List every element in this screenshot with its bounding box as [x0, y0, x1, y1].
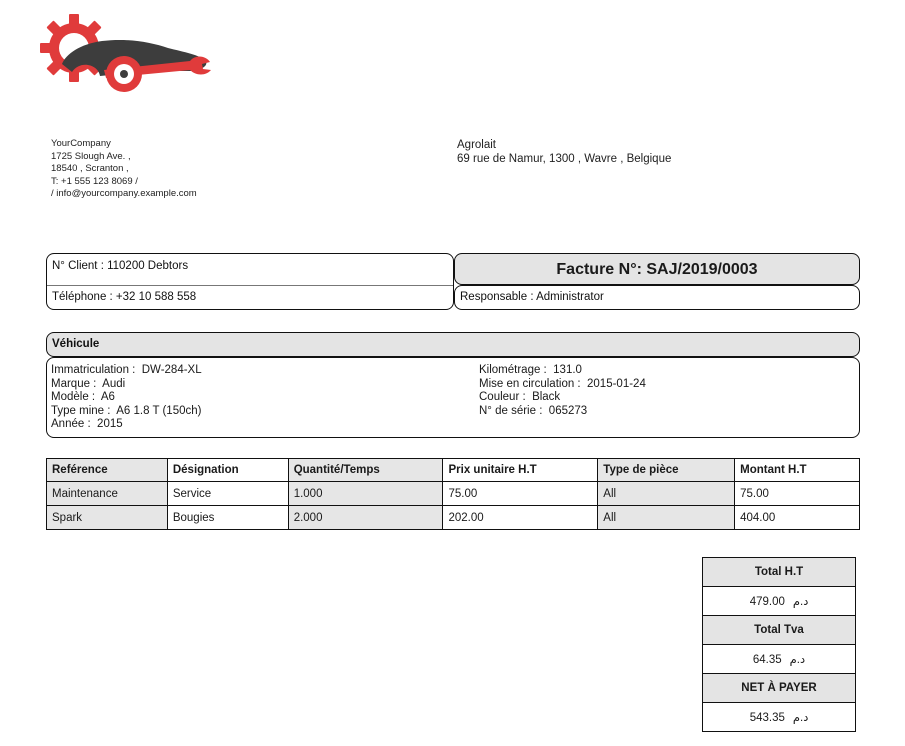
vehicle-brand-row [51, 378, 202, 392]
registration-date-value: 2015-01-24 [587, 377, 646, 390]
total-tva-amount: 64.35 [752, 654, 782, 666]
column-header-quantity: Quantité/Temps [288, 459, 443, 482]
client-phone: Téléphone : +32 10 588 558 [52, 291, 197, 303]
vehicle-model-row [51, 391, 202, 405]
currency-symbol: د.م [792, 712, 809, 724]
invoice-lines-table [46, 458, 860, 530]
vehicle-right-column [479, 364, 646, 418]
table-header-row [47, 459, 860, 482]
cell-reference: Spark [47, 506, 168, 530]
type-label: Type mine : [51, 404, 111, 417]
total-tva-label: Total Tva [703, 616, 856, 645]
vehicle-left-column [51, 364, 202, 432]
cell-amount: 404.00 [735, 506, 860, 530]
cell-part-type: All [598, 482, 735, 506]
responsible-label: Responsable : Administrator [460, 291, 604, 303]
company-email: / info@yourcompany.example.com [51, 188, 197, 200]
partner-street: 69 rue de Namur, 1300 , Wavre , Belgique [457, 153, 672, 165]
cell-designation: Bougies [167, 506, 288, 530]
currency-symbol: د.م [789, 654, 806, 666]
color-label: Couleur : [479, 391, 526, 404]
total-tva-value [703, 645, 856, 674]
total-ht-label: Total H.T [703, 558, 856, 587]
vehicle-color-row [479, 391, 646, 405]
invoice-title: Facture N°: SAJ/2019/0003 [556, 261, 758, 278]
company-name: YourCompany [51, 138, 111, 149]
mileage-label: Kilométrage : [479, 364, 547, 376]
client-number: N° Client : 110200 Debtors [52, 260, 189, 272]
net-to-pay-label: NET À PAYER [703, 674, 856, 703]
cell-reference: Maintenance [47, 482, 168, 506]
vehicle-heading: Véhicule [52, 338, 100, 350]
table-row [47, 506, 860, 530]
partner-name: Agrolait [457, 139, 496, 151]
column-header-unit-price: Prix unitaire H.T [443, 459, 598, 482]
vehicle-header [46, 332, 860, 357]
brand-label: Marque : [51, 377, 97, 390]
cell-unit-price: 75.00 [443, 482, 598, 506]
client-info-box [46, 253, 454, 310]
totals-table [702, 557, 856, 732]
serial-value: 065273 [548, 404, 588, 417]
vehicle-details-box [46, 357, 860, 438]
table-row [47, 482, 860, 506]
brand-value: Audi [102, 377, 126, 390]
cell-designation: Service [167, 482, 288, 506]
model-value: A6 [100, 391, 115, 404]
vehicle-registration-date-row [479, 378, 646, 392]
vehicle-mileage-row [479, 364, 646, 378]
vehicle-plate-row [51, 364, 202, 378]
color-value: Black [532, 391, 561, 404]
plate-value: DW-284-XL [141, 364, 202, 376]
total-ht-value [703, 587, 856, 616]
cell-quantity: 1.000 [288, 482, 443, 506]
company-city: 18540 , Scranton , [51, 163, 129, 175]
company-address [51, 138, 197, 201]
type-value: A6 1.8 T (150ch) [116, 404, 202, 417]
model-label: Modèle : [51, 391, 96, 404]
column-header-reference: Reférence [47, 459, 168, 482]
column-header-designation: Désignation [167, 459, 288, 482]
partner-address [457, 138, 671, 166]
total-ht-amount: 479.00 [749, 596, 785, 608]
company-logo [40, 14, 212, 98]
year-label: Année : [51, 418, 91, 431]
cell-quantity: 2.000 [288, 506, 443, 530]
serial-label: N° de série : [479, 404, 543, 417]
responsible-box [454, 285, 860, 310]
divider [47, 285, 453, 286]
year-value: 2015 [97, 418, 123, 431]
registration-date-label: Mise en circulation : [479, 377, 581, 390]
column-header-part-type: Type de pièce [598, 459, 735, 482]
cell-amount: 75.00 [735, 482, 860, 506]
currency-symbol: د.م [792, 596, 809, 608]
vehicle-year-row [51, 418, 202, 432]
net-to-pay-value [703, 703, 856, 732]
mileage-value: 131.0 [553, 364, 582, 376]
company-street: 1725 Slough Ave. , [51, 150, 131, 162]
invoice-title-box [454, 253, 860, 285]
column-header-amount: Montant H.T [735, 459, 860, 482]
cell-unit-price: 202.00 [443, 506, 598, 530]
company-phone: T: +1 555 123 8069 / [51, 175, 138, 187]
plate-label: Immatriculation : [51, 364, 136, 376]
net-to-pay-amount: 543.35 [749, 712, 785, 724]
vehicle-serial-row [479, 405, 646, 419]
vehicle-type-row [51, 405, 202, 419]
cell-part-type: All [598, 506, 735, 530]
